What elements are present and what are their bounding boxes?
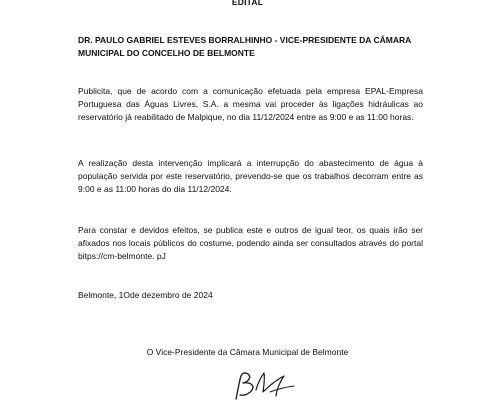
paragraph-announcement: Publicita, que de acordo com a comunicação efetuada pela empresa EPAL-Empresa Portuguesa das Águas Livres, S.A. a mesma vai proceder às ligações hidráulicas ao reservatório já reabilitado de Malpique, no dia 11/12/2024 entre as 9:00 e as 11:00 horas.	[78, 86, 423, 122]
paragraph-publication	[78, 224, 423, 263]
handwritten-signature	[222, 366, 302, 400]
paragraph-publication-text: Para constar e devidos efeitos, se publica este e outros de igual teor, os quais irão ser afixados nos locais públicos do costume, podendo ainda ser consultados através do portal	[78, 225, 423, 248]
date-line: Belmonte, 1Ode dezembro de 2024	[78, 290, 213, 300]
document-heading: DR. PAULO GABRIEL ESTEVES BORRALHINHO - VICE-PRESIDENTE DA CÂMARA MUNICIPAL DO CONCELHO DE BELMONTE	[78, 35, 411, 58]
portal-link[interactable]: bitps://cm-belmonte. pJ	[78, 251, 166, 261]
document-title: EDITAL	[231, 0, 264, 7]
signatory-title: O Vice-Presidente da Câmara Municipal de Belmonte	[146, 347, 349, 357]
paragraph-interruption: A realização desta intervenção implicará a interrupção do abastecimento de água à população servida por este reservatório, prevendo-se que os trabalhos decorram entre as 9:00 e as 11:00 horas do dia 11/12/2024.	[78, 158, 423, 194]
